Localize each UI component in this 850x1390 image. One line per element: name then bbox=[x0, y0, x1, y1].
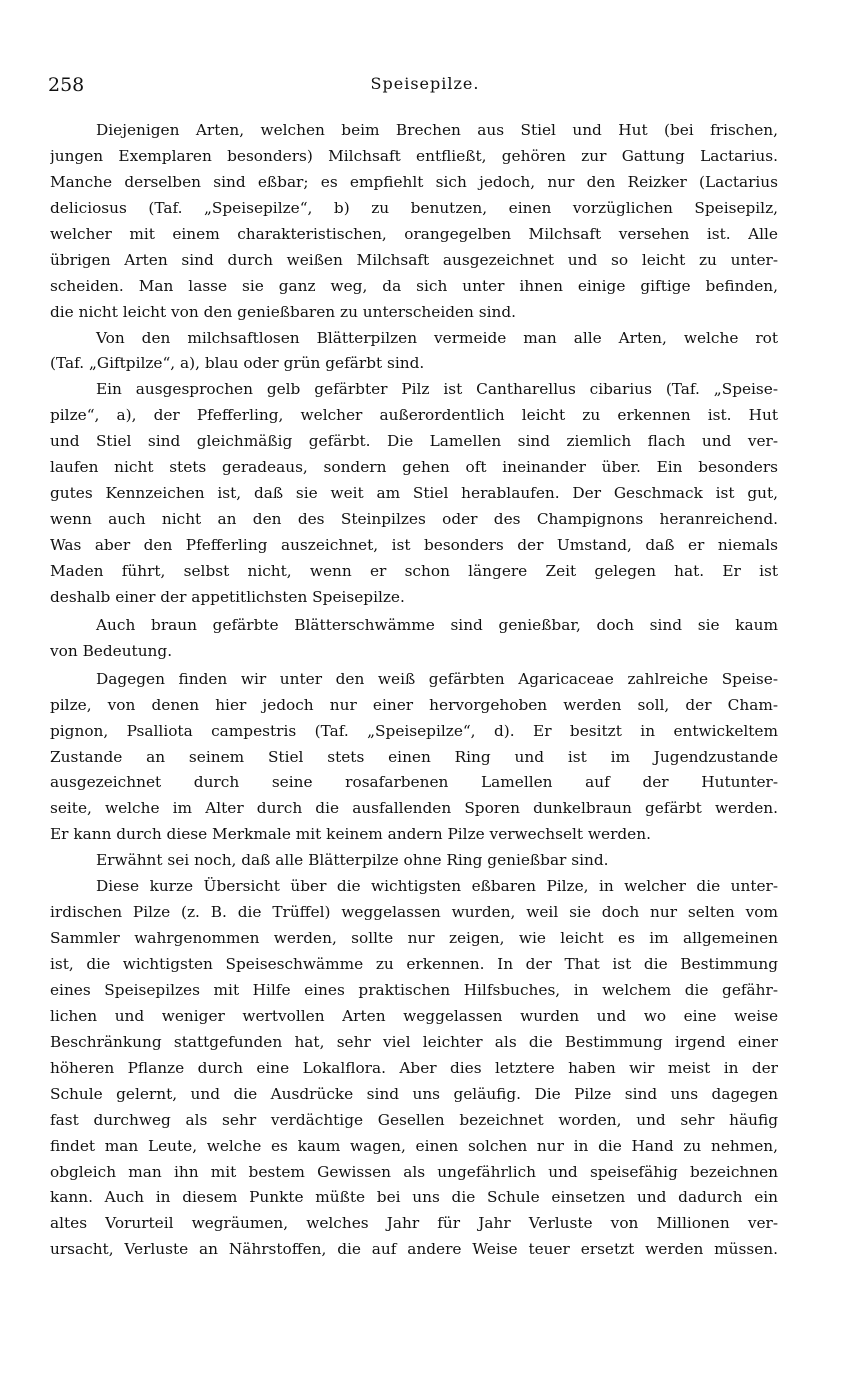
text-line: von Bedeutung. bbox=[50, 641, 173, 660]
text-line: und Stiel sind gleichmäßig gefärbt. Die Lamellen sind ziemlich flach und ver- bbox=[50, 432, 778, 451]
text-line: ist, die wichtigsten Speiseschwämme zu erkennen. In der That ist die Bestimmung bbox=[50, 955, 778, 973]
text-line: Auch braun gefärbte Blätterschwämme sind genießbar, doch sind sie kaum bbox=[96, 615, 778, 634]
text-line: lichen und weniger wertvollen Arten weggelassen wurden und wo eine weise bbox=[50, 1006, 778, 1025]
text-line: Ein ausgesprochen gelb gefärbter Pilz ist Cantharellus cibarius (Taf. „Speise- bbox=[96, 380, 778, 399]
text-line: irdischen Pilze (z. B. die Trüffel) weggelassen wurden, weil sie doch nur selten vom bbox=[50, 903, 778, 922]
text-line: Erwähnt sei noch, daß alle Blätterpilze ohne Ring genießbar sind. bbox=[96, 851, 609, 870]
text-line: altes Vorurteil wegräumen, welches Jahr für Jahr Verluste von Millionen ver- bbox=[50, 1214, 778, 1233]
text-line: kann. Auch in diesem Punkte müßte bei uns die Schule einsetzen und dadurch ein bbox=[50, 1188, 778, 1207]
text-line: übrigen Arten sind durch weißen Milchsaft ausgezeichnet und so leicht zu unter- bbox=[50, 250, 778, 269]
text-line: welcher mit einem charakteristischen, orangegelben Milchsaft versehen ist. Alle bbox=[50, 224, 778, 243]
text-line: gutes Kennzeichen ist, daß sie weit am Stiel herablaufen. Der Geschmack ist gut, bbox=[50, 484, 778, 503]
text-line: Sammler wahrgenommen werden, sollte nur zeigen, wie leicht es im allgemeinen bbox=[50, 929, 778, 948]
text-line: deshalb einer der appetitlichsten Speisepilze. bbox=[50, 587, 405, 606]
text-line: die nicht leicht von den genießbaren zu unterscheiden sind. bbox=[50, 302, 517, 321]
text-line: deliciosus (Taf. „Speisepilze“, b) zu benutzen, einen vorzüglichen Speisepilz, bbox=[50, 198, 778, 217]
text-line: pilze“, a), der Pfefferling, welcher außerordentlich leicht zu erkennen ist. Hut bbox=[50, 406, 778, 425]
text-line bbox=[50, 1263, 778, 1289]
text-line: pilze, von denen hier jedoch nur einer hervorgehoben werden soll, der Cham- bbox=[50, 695, 778, 714]
text-line: Von den milchsaftlosen Blätterpilzen vermeide man alle Arten, welche rot bbox=[96, 328, 778, 347]
text-line: seite, welche im Alter durch die ausfallenden Sporen dunkelbraun gefärbt werden. bbox=[50, 799, 778, 818]
text-line: Diese kurze Übersicht über die wichtigsten eßbaren Pilze, in welcher die unter- bbox=[96, 877, 778, 896]
text-line: Dagegen finden wir unter den weiß gefärbten Agaricaceae zahlreiche Speise- bbox=[96, 669, 778, 688]
text-line: laufen nicht stets geradeaus, sondern gehen oft ineinander über. Ein besonders bbox=[50, 458, 778, 477]
text-line: ursacht, Verluste an Nährstoffen, die auf andere Weise teuer ersetzt werden müssen. bbox=[50, 1240, 778, 1259]
text-line: Diejenigen Arten, welchen beim Brechen aus Stiel und Hut (bei frischen, bbox=[96, 121, 778, 139]
text-line: ausgezeichnet durch seine rosafarbenen Lamellen auf der Hutunter- bbox=[50, 773, 778, 792]
text-line: eines Speisepilzes mit Hilfe eines praktischen Hilfsbuches, in welchem die gefähr- bbox=[50, 980, 778, 999]
text-line: wenn auch nicht an den des Steinpilzes oder des Champignons heranreichend. bbox=[50, 510, 778, 529]
text-line: Zustande an seinem Stiel stets einen Ring und ist im Jugendzustande bbox=[50, 747, 778, 766]
text-line: Maden führt, selbst nicht, wenn er schon längere Zeit gelegen hat. Er ist bbox=[50, 561, 778, 580]
text-line: Was aber den Pfefferling auszeichnet, ist besonders der Umstand, daß er niemals bbox=[50, 536, 778, 554]
text-line: (Taf. „Giftpilze“, a), blau oder grün gefärbt sind. bbox=[50, 354, 425, 373]
text-line: jungen Exemplaren besonders) Milchsaft entfließt, gehören zur Gattung Lactarius. bbox=[50, 146, 778, 165]
text-line: Er kann durch diese Merkmale mit keinem andern Pilze verwechselt werden. bbox=[50, 825, 651, 844]
text-line: Manche derselben sind eßbar; es empfiehlt sich jedoch, nur den Reizker (Lactarius bbox=[50, 172, 778, 191]
page-body bbox=[50, 118, 778, 1289]
text-line: scheiden. Man lasse sie ganz weg, da sich unter ihnen einige giftige befinden, bbox=[50, 276, 778, 295]
text-line: pignon, Psalliota campestris (Taf. „Speisepilze“, d). Er besitzt in entwickeltem bbox=[50, 721, 778, 740]
text-line: findet man Leute, welche es kaum wagen, einen solchen nur in die Hand zu nehmen, bbox=[50, 1136, 778, 1155]
running-head: Speisepilze. bbox=[370, 74, 480, 93]
page-number: 258 bbox=[48, 74, 85, 96]
text-line: Schule gelernt, und die Ausdrücke sind uns geläufig. Die Pilze sind uns dagegen bbox=[50, 1084, 778, 1103]
text-line: Beschränkung stattgefunden hat, sehr viel leichter als die Bestimmung irgend einer bbox=[50, 1032, 778, 1051]
text-line: höheren Pflanze durch eine Lokalflora. Aber dies letztere haben wir meist in der bbox=[50, 1058, 778, 1077]
text-line: fast durchweg als sehr verdächtige Gesellen bezeichnet worden, und sehr häufig bbox=[50, 1110, 778, 1129]
text-line: obgleich man ihn mit bestem Gewissen als ungefährlich und speisefähig bezeichnen bbox=[50, 1162, 778, 1181]
